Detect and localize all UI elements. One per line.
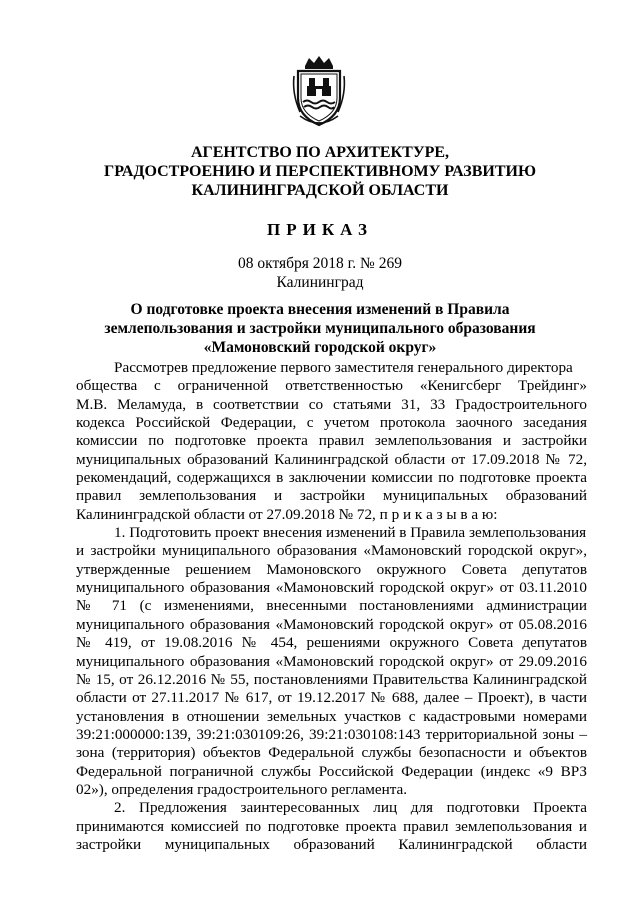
authority-line: АГЕНТСТВО ПО АРХИТЕКТУРЕ, [190, 144, 450, 161]
body-line: застройки муниципальных образований Калининградской области [76, 835, 587, 853]
body-line: кодекса Российской Федерации, с учетом протокола заочного заседания [76, 414, 587, 432]
body-line: и застройки муниципального образования «Мамоновский городской округ», [76, 542, 587, 560]
body-line: утвержденные решением Мамоновского окружного Совета депутатов [76, 560, 587, 578]
body-line: комиссии по подготовке проекта правил землепользования и застройки [76, 432, 587, 450]
body-line: Калининградской области от 27.09.2018 № 72, п р и к а з ы в а ю: [76, 505, 498, 523]
subject-line: О подготовке проекта внесения изменений в Правила [130, 301, 510, 318]
body-line: № 15, от 26.12.2016 № 55, постановлениями Правительства Калининградской [76, 670, 587, 688]
body-line: области от 27.11.2017 № 617, от 19.12.2017 № 688, далее – Проект), в части [76, 689, 587, 707]
body-line: М.В. Меламуда, в соответствии со статьями 31, 33 Градостроительного [76, 395, 587, 413]
subject-line: «Мамоновский городской округ» [203, 339, 437, 356]
document-meta [60, 254, 580, 292]
subject-line: землепользования и застройки муниципального образования [104, 320, 536, 337]
body-line: Рассмотрев предложение первого заместителя генерального директора [114, 359, 573, 376]
body-line: правил землепользования и застройки муниципальных образований [76, 487, 587, 505]
body-line: Федеральной пограничной службы Российской Федерации (индекс «9 ВРЗ [76, 762, 587, 780]
body-line: № 71 (с изменениями, внесенными постановлениями администрации [76, 597, 587, 615]
document-body [76, 359, 587, 854]
body-line: зона (территория) объектов Федеральной службы безопасности и объектов [76, 744, 587, 762]
authority-line: ГРАДОСТРОЕНИЮ И ПЕРСПЕКТИВНОМУ РАЗВИТИЮ [104, 163, 536, 180]
place-of-issue: Калининград [276, 274, 364, 291]
authority-line: КАЛИНИНГРАДСКОЙ ОБЛАСТИ [191, 182, 449, 199]
body-line: 1. Подготовить проект внесения изменений в Правила землепользования [114, 524, 587, 542]
body-line: муниципального образования «Мамоновский городской округ» от 29.09.2016 [76, 652, 587, 670]
date-and-number: 08 октября 2018 г. № 269 [238, 255, 402, 272]
body-line: муниципального образования «Мамоновский городской округ» от 03.11.2010 [76, 579, 587, 597]
body-line: рекомендаций, содержащихся в заключении комиссии по подготовке проекта [76, 469, 587, 487]
document-type: ПРИКАЗ [267, 220, 373, 239]
document-subject [60, 300, 580, 357]
body-line: общества с ограниченной ответственностью «Кенигсберг Трейдинг» [76, 377, 587, 395]
coat-of-arms-icon [290, 54, 348, 128]
body-line: принимаются комиссией по подготовке проекта правил землепользования и [76, 817, 587, 835]
body-line: муниципального образования «Мамоновский городской округ» от 05.08.2016 [76, 615, 587, 633]
issuing-authority [60, 143, 580, 200]
body-line: установления в отношении земельных участков с кадастровыми номерами [76, 707, 587, 725]
body-line: № 419, от 19.08.2016 № 454, решениями окружного Совета депутатов [76, 634, 587, 652]
body-line: 02»), определения градостроительного регламента. [76, 780, 408, 798]
body-line: 2. Предложения заинтересованных лиц для подготовки Проекта [114, 799, 587, 817]
body-line: муниципальных образований Калининградской области от 17.09.2018 № 72, [76, 450, 587, 468]
body-line: 39:21:000000:139, 39:21:030109:26, 39:21:030108:143 территориальной зоны – [76, 725, 587, 743]
